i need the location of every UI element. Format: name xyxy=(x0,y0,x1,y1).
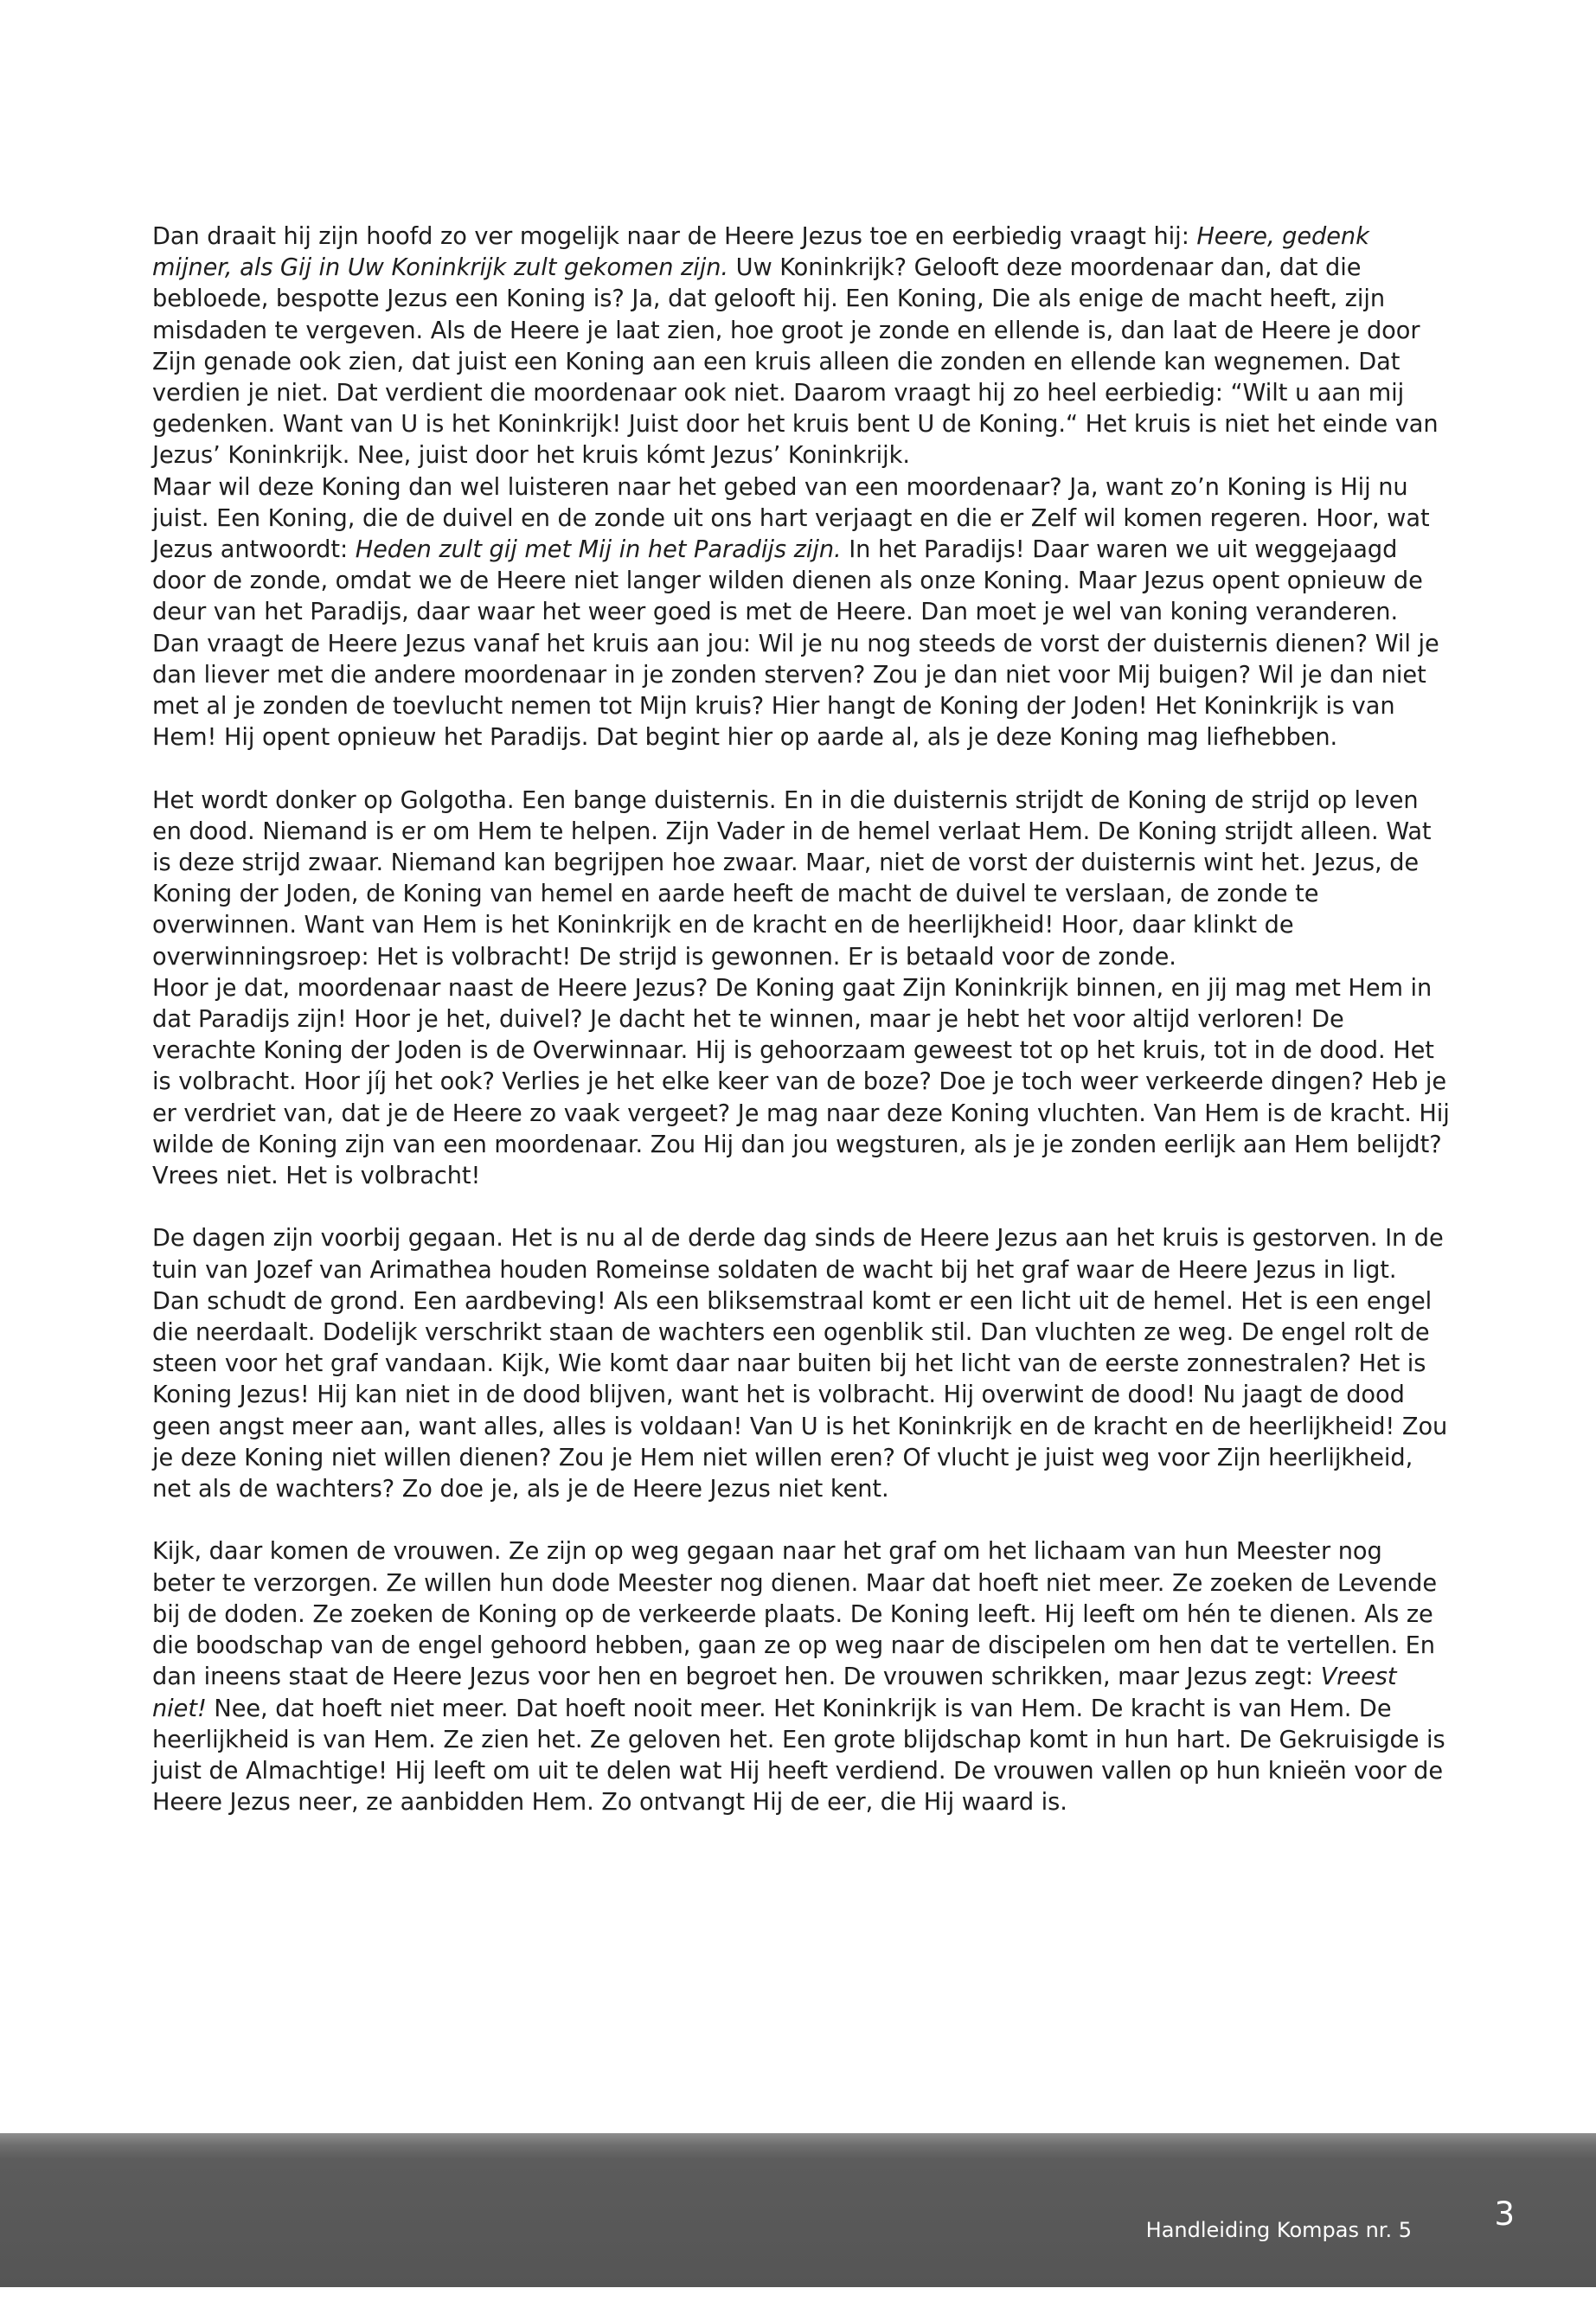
paragraph-gap xyxy=(152,1505,1450,1536)
quote-emphasis: Vreest niet! xyxy=(152,1663,1397,1722)
paragraph: Maar wil deze Koning dan wel luisteren naar het gebed van een moordenaar? Ja, want zo’n Koning is Hij nu juist. Een Koning, die de duivel en de zonde uit ons hart verjaagt en die er Zelf wil komen regeren. Hoor, wat Jezus antwoordt: Heden zult gij met Mij in het Paradijs zijn. In het Paradijs! Daar waren we uit weggejaagd door de zonde, omdat we de Heere niet langer wilden dienen als onze Koning. Maar Jezus opent opnieuw de deur van het Paradijs, daar waar het weer goed is met de Heere. Dan moet je wel van koning veranderen. Dan vraagt de Heere Jezus vanaf het kruis aan jou: Wil je nu nog steeds de vorst der duisternis dienen? Wil je dan liever met die andere moordenaar in je zonden sterven? Zou je dan niet voor Mij buigen? Wil je dan niet met al je zonden de toevlucht nemen tot Mijn kruis? Hier hangt de Koning der Joden! Het Koninkrijk is van Hem! Hij opent opnieuw het Paradijs. Dat begint hier op aarde al, als je deze Koning mag liefhebben. xyxy=(152,473,1439,752)
paragraph: Dan draait hij zijn hoofd zo ver mogelijk naar de Heere Jezus toe en eerbiedig vraagt hij: Heere, gedenk mijner, als Gij in Uw Koninkrijk zult gekomen zijn. Uw Koninkrijk? Gelooft deze moordenaar dan, dat die bebloede, bespotte Jezus een Koning is? Ja, dat gelooft hij. Een Koning, Die als enige de macht heeft, zijn misdaden te vergeven. Als de Heere je laat zien, hoe groot je zonde en ellende is, dan laat de Heere je door Zijn genade ook zien, dat juist een Koning aan een kruis alleen die zonden en ellende kan wegnemen. Dat verdien je niet. Dat verdient die moordenaar ook niet. Daarom vraagt hij zo heel eerbiedig: “Wilt u aan mij gedenken. Want van U is het Koninkrijk! Juist door het kruis bent U de Koning.“ Het kruis is niet het einde van Jezus’ Koninkrijk. Nee, juist door het kruis kómt Jezus’ Koninkrijk. xyxy=(152,223,1439,470)
paragraph: De dagen zijn voorbij gegaan. Het is nu al de derde dag sinds de Heere Jezus aan het kruis is gestorven. In de tuin van Jozef van Arimathea houden Romeinse soldaten de wacht bij het graf waar de Heere Jezus in ligt. Dan schudt de grond. Een aardbeving! Als een bliksemstraal komt er een licht uit de hemel. Het is een engel die neerdaalt. Dodelijk verschrikt staan de wachters een ogenblik stil. Dan vluchten ze weg. De engel rolt de steen voor het graf vandaan. Kijk, Wie komt daar naar buiten bij het licht van de eerste zonnestralen? Het is Koning Jezus! Hij kan niet in de dood blijven, want het is volbracht. Hij overwint de dood! Nu jaagt de dood geen angst meer aan, want alles, alles is voldaan! Van U is het Koninkrijk en de kracht en de heerlijkheid! Zou je deze Koning niet willen dienen? Zou je Hem niet willen eren? Of vlucht je juist weg voor Zijn heerlijkheid, net als de wachters? Zo doe je, als je de Heere Jezus niet kent. xyxy=(152,1225,1448,1503)
paragraph: Kijk, daar komen de vrouwen. Ze zijn op weg gegaan naar het graf om het lichaam van hun Meester nog beter te verzorgen. Ze willen hun dode Meester nog dienen. Maar dat hoeft niet meer. Ze zoeken de Levende bij de doden. Ze zoeken de Koning op de verkeerde plaats. De Koning leeft. Hij leeft om hén te dienen. Als ze die boodschap van de engel gehoord hebben, gaan ze op weg naar de discipelen om hen dat te vertellen. En dan ineens staat de Heere Jezus voor hen en begroet hen. De vrouwen schrikken, maar Jezus zegt: Vreest niet! Nee, dat hoeft niet meer. Dat hoeft nooit meer. Het Koninkrijk is van Hem. De kracht is van Hem. De heerlijkheid is van Hem. Ze zien het. Ze geloven het. Een grote blijdschap komt in hun hart. De Gekruisigde is juist de Almachtige! Hij leeft om uit te delen wat Hij heeft verdiend. De vrouwen vallen op hun knieën voor de Heere Jezus neer, ze aanbidden Hem. Zo ontvangt Hij de eer, die Hij waard is. xyxy=(152,1538,1445,1817)
body-text xyxy=(152,221,1450,1818)
paragraph-gap xyxy=(152,1192,1450,1223)
footer-title: Handleiding Kompas nr. 5 xyxy=(1145,2218,1412,2242)
quote-emphasis: Heere, gedenk mijner, als Gij in Uw Koninkrijk zult gekomen zijn. xyxy=(152,223,1369,282)
quote-emphasis: Heden zult gij met Mij in het Paradijs zijn. xyxy=(355,536,842,564)
paragraph: Het wordt donker op Golgotha. Een bange duisternis. En in die duisternis strijdt de Koning de strijd op leven en dood. Niemand is er om Hem te helpen. Zijn Vader in de hemel verlaat Hem. De Koning strijdt alleen. Wat is deze strijd zwaar. Niemand kan begrijpen hoe zwaar. Maar, niet de vorst der duisternis wint het. Jezus, de Koning der Joden, de Koning van hemel en aarde heeft de macht de duivel te verslaan, de zonde te overwinnen. Want van Hem is het Koninkrijk en de kracht en de heerlijkheid! Hoor, daar klinkt de overwinningsroep: Het is volbracht! De strijd is gewonnen. Er is betaald voor de zonde. xyxy=(152,786,1432,971)
footer-band xyxy=(0,2133,1596,2287)
paragraph: Hoor je dat, moordenaar naast de Heere Jezus? De Koning gaat Zijn Koninkrijk binnen, en jij mag met Hem in dat Paradijs zijn! Hoor je het, duivel? Je dacht het te winnen, maar je hebt het voor altijd verloren! De verachte Koning der Joden is de Overwinnaar. Hij is gehoorzaam geweest tot op het kruis, tot in de dood. Het is volbracht. Hoor jíj het ook? Verlies je het elke keer van de boze? Doe je toch weer verkeerde dingen? Heb je er verdriet van, dat je de Heere zo vaak vergeet? Je mag naar deze Koning vluchten. Van Hem is de kracht. Hij wilde de Koning zijn van een moordenaar. Zou Hij dan jou wegsturen, als je je zonden eerlijk aan Hem belijdt? xyxy=(152,974,1450,1158)
page-number: 3 xyxy=(1494,2195,1515,2233)
paragraph-gap xyxy=(152,753,1450,785)
paragraph: Vrees niet. Het is volbracht! xyxy=(152,1163,481,1190)
